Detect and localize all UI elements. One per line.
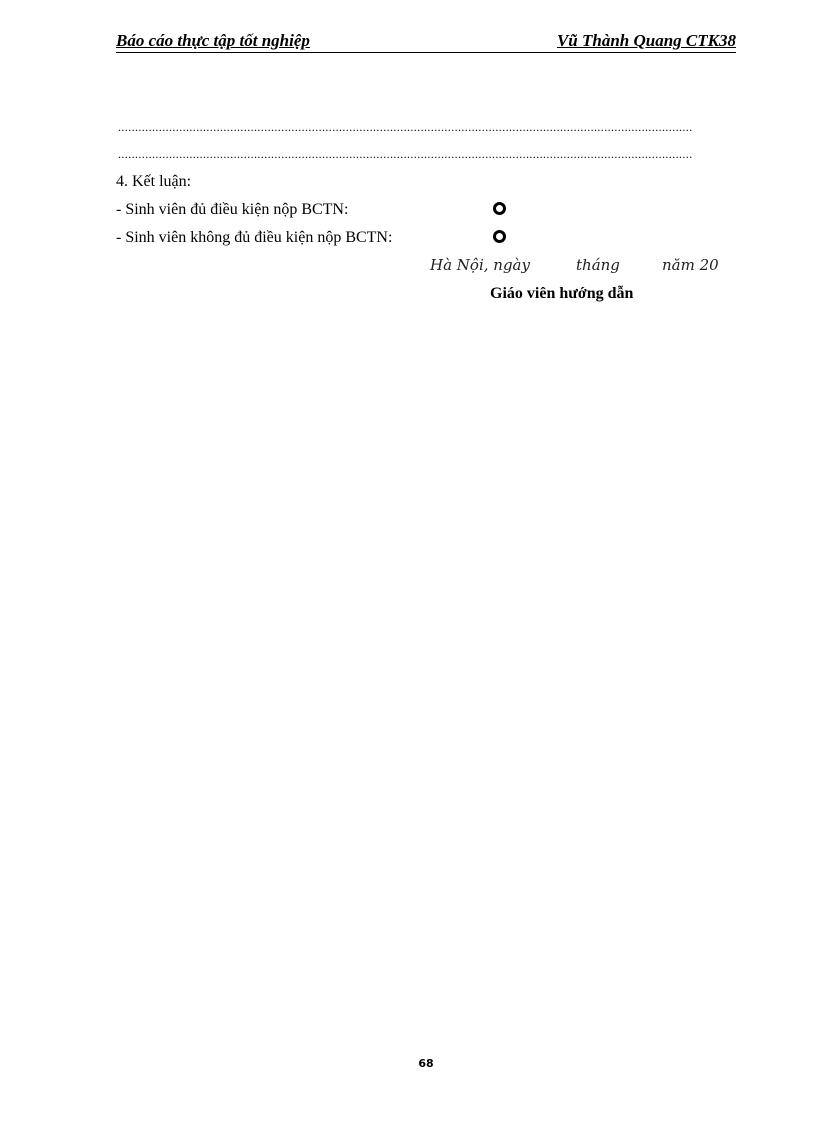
date-year: năm 20: [662, 256, 719, 274]
dotted-line-1: .........................................................................................................................................................................: [118, 121, 693, 133]
header-author: Vũ Thành Quang CTK38: [556, 31, 736, 50]
date-place-day: Hà Nội, ngày: [430, 256, 530, 274]
header-report-title: Báo cáo thực tập tốt nghiệp: [116, 31, 310, 50]
signature-title: Giáo viên hướng dẫn: [490, 285, 634, 302]
eligible-label: - Sinh viên đủ điều kiện nộp BCTN:: [116, 201, 349, 218]
dotted-line-2: .........................................................................................................................................................................: [118, 148, 693, 160]
page-header: [116, 30, 736, 53]
not-eligible-label: - Sinh viên không đủ điều kiện nộp BCTN:: [116, 229, 393, 246]
conclusion-heading: 4. Kết luận:: [116, 173, 192, 190]
page-number: 68: [418, 1057, 434, 1070]
date-month: tháng: [576, 256, 620, 274]
eligible-radio[interactable]: [493, 202, 506, 215]
not-eligible-radio[interactable]: [493, 230, 506, 243]
